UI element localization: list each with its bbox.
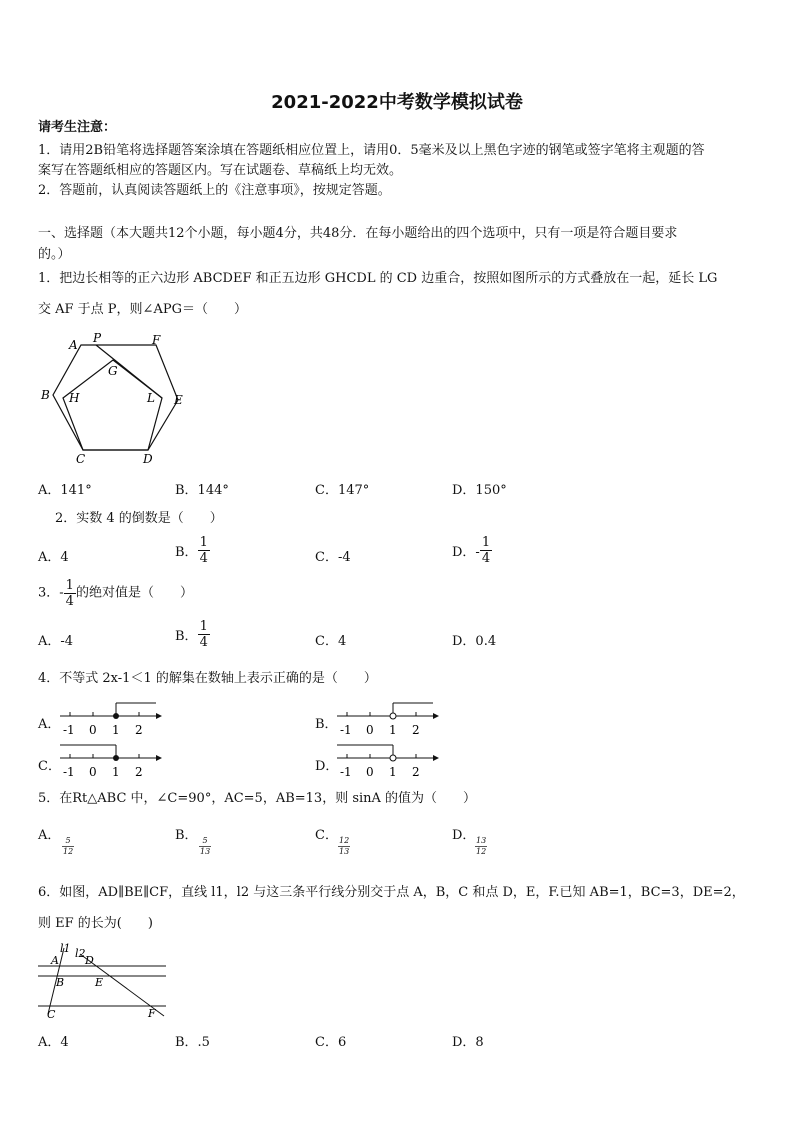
tick-label: 0 (89, 765, 97, 779)
label-c: C (76, 452, 86, 466)
page-title: 2021-2022中考数学模拟试卷 (271, 92, 523, 113)
q3-stem (38, 578, 193, 609)
fraction-denominator: 12 (63, 847, 74, 856)
q4-number-line-a[interactable] (58, 698, 168, 740)
fraction-numerator: 13 (476, 836, 487, 845)
q3-option-b[interactable] (175, 619, 210, 650)
label-f: F (152, 333, 161, 347)
label-a: A (51, 954, 59, 967)
q5-option-a-label: A． (38, 828, 61, 843)
q1-option-b[interactable]: B．144° (175, 483, 229, 498)
q4-number-line-b[interactable] (335, 698, 445, 740)
q1-stem-line-1: 1．把边长相等的正六边形 ABCDEF 和正五边形 GHCDL 的 CD 边重合，按照如图所示的方式叠放在一起，延长 LG (38, 271, 718, 286)
q2-stem: 2．实数 4 的倒数是（ ） (55, 511, 223, 526)
q3-prefix: 3．- (38, 585, 64, 601)
q1-option-d[interactable]: D．150° (452, 483, 507, 498)
fraction-numerator: 1 (481, 535, 491, 550)
q5-option-d-label: D． (452, 828, 476, 843)
q5-option-d[interactable] (452, 824, 487, 856)
tick-label: 0 (366, 765, 374, 779)
q5-option-c[interactable] (315, 824, 350, 856)
q5-option-d-fraction (475, 836, 487, 857)
q6-option-b[interactable]: B．.5 (175, 1035, 210, 1050)
q1-stem-line-2: 交 AF 于点 P，则∠APG＝（ ） (38, 302, 247, 317)
fraction-numerator: 1 (199, 619, 208, 634)
q3-option-c[interactable]: C．4 (315, 634, 347, 649)
tick-label: -1 (340, 723, 352, 737)
label-l2: l2 (75, 947, 86, 960)
q4-stem: 4．不等式 2x-1＜1 的解集在数轴上表示正确的是（ ） (38, 671, 377, 686)
tick-label: 1 (389, 723, 397, 737)
label-f: F (148, 1007, 156, 1020)
q4-option-a-label[interactable]: A． (38, 717, 61, 732)
q3-option-a[interactable]: A．-4 (38, 634, 74, 649)
q1-option-c[interactable]: C．147° (315, 483, 370, 498)
fraction-numerator: 1 (199, 535, 208, 550)
q2-option-d[interactable] (452, 535, 492, 566)
q2-option-c[interactable]: C．-4 (315, 550, 351, 565)
tick-label: 2 (135, 765, 143, 779)
q5-option-c-fraction (338, 836, 350, 857)
tick-label: 1 (389, 765, 397, 779)
q5-option-a[interactable] (38, 824, 74, 856)
label-c: C (47, 1008, 56, 1020)
q4-option-d-label[interactable]: D． (315, 759, 339, 774)
tick-label: -1 (63, 765, 75, 779)
fraction-denominator: 12 (476, 847, 487, 856)
solid-dot (113, 713, 119, 719)
q6-parallel-lines-figure (36, 940, 176, 1020)
label-l: L (147, 391, 155, 405)
q2-option-b-label: B． (175, 545, 198, 560)
q3-option-b-fraction (198, 619, 210, 650)
label-a: A (69, 338, 78, 352)
q5-option-c-label: C． (315, 828, 338, 843)
section-heading-line-1: 一、选择题（本大题共12个小题，每小题4分，共48分．在每小题给出的四个选项中，只有一项是符合题目要求 (38, 226, 678, 241)
q5-option-b[interactable] (175, 824, 211, 856)
solid-dot (113, 755, 119, 761)
q1-option-a[interactable]: A．141° (38, 483, 92, 498)
q5-option-b-fraction (199, 836, 211, 857)
label-b: B (41, 388, 50, 402)
tick-label: 0 (366, 723, 374, 737)
tick-label: 2 (412, 723, 420, 737)
q5-option-a-fraction (62, 836, 74, 857)
notice-line-2: 2．答题前，认真阅读答题纸上的《注意事项》，按规定答题。 (38, 183, 391, 198)
section-heading-line-2: 的。） (38, 247, 71, 262)
q4-option-c-label[interactable]: C． (38, 759, 61, 774)
hollow-dot (390, 755, 396, 761)
q2-option-a[interactable]: A．4 (38, 550, 69, 565)
fraction-denominator: 4 (199, 635, 208, 650)
fraction-numerator: 12 (339, 836, 350, 845)
q3-suffix: 的绝对值是（ ） (75, 585, 193, 601)
hollow-dot (390, 713, 396, 719)
tick-label: -1 (63, 723, 75, 737)
q1-hexagon-pentagon-figure (36, 330, 196, 470)
tick-label: -1 (340, 765, 352, 779)
q3-option-d[interactable]: D．0.4 (452, 634, 497, 649)
tick-label: 0 (89, 723, 97, 737)
tick-label: 2 (412, 765, 420, 779)
label-b: B (56, 976, 65, 989)
fraction-denominator: 13 (339, 847, 350, 856)
notice-line-1b: 案写在答题纸相应的答题区内。写在试题卷、草稿纸上均无效。 (38, 163, 403, 178)
q2-option-d-label: D．- (452, 545, 480, 560)
q5-stem: 5．在Rt△ABC 中，∠C=90°，AC=5，AB=13，则 sinA 的值为（ ） (38, 791, 477, 806)
fraction-denominator: 13 (200, 847, 211, 856)
label-g: G (108, 364, 118, 378)
tick-label: 2 (135, 723, 143, 737)
label-l1: l1 (60, 942, 71, 955)
label-d: D (143, 452, 153, 466)
label-p: P (93, 331, 102, 345)
fraction-numerator: 5 (199, 836, 211, 847)
label-h: H (69, 391, 80, 405)
tick-label: 1 (112, 723, 120, 737)
fraction-numerator: 1 (65, 578, 74, 593)
q5-option-b-label: B． (175, 828, 198, 843)
q4-option-b-label[interactable]: B． (315, 717, 338, 732)
fraction-numerator: 5 (62, 836, 74, 847)
q6-option-a[interactable]: A．4 (38, 1035, 69, 1050)
q3-fraction (64, 578, 76, 609)
label-e: E (174, 393, 183, 407)
q6-stem-line-1: 6．如图，AD∥BE∥CF，直线 l1，l2 与这三条平行线分别交于点 A，B，C 和点 D，E，F.已知 AB=1，BC=3，DE=2， (38, 885, 745, 900)
q4-number-line-d[interactable] (335, 740, 445, 782)
q6-option-c[interactable]: C．6 (315, 1035, 347, 1050)
q6-option-d[interactable]: D．8 (452, 1035, 484, 1050)
fraction-denominator: 4 (65, 594, 74, 609)
notice-line-1: 1．请用2B铅笔将选择题答案涂填在答题纸相应位置上，请用0．5毫米及以上黑色字迹的钢笔或签字笔将主观题的答 (38, 143, 705, 158)
tick-label: 1 (112, 765, 120, 779)
q3-option-b-label: B． (175, 629, 198, 644)
fraction-denominator: 4 (481, 551, 491, 566)
q4-number-line-c[interactable] (58, 740, 168, 782)
fraction-denominator: 4 (199, 551, 208, 566)
label-d: D (85, 954, 94, 967)
label-e: E (95, 976, 104, 989)
q6-stem-line-2: 则 EF 的长为( ) (38, 916, 153, 931)
q2-option-d-fraction (480, 535, 492, 566)
q2-option-b[interactable] (175, 535, 210, 566)
q2-option-b-fraction (198, 535, 210, 566)
notice-heading: 请考生注意： (38, 120, 117, 135)
